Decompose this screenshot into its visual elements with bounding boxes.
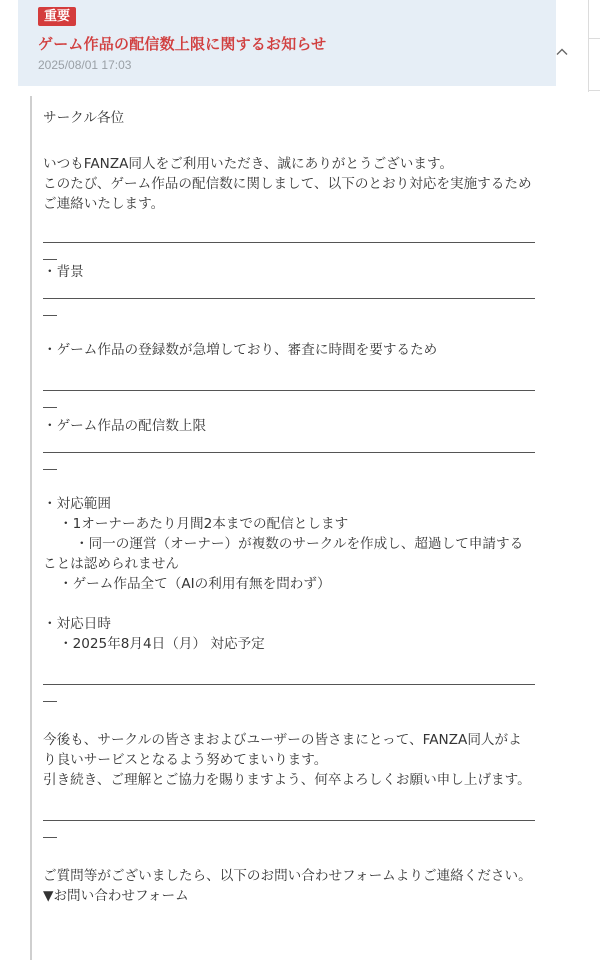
divider xyxy=(43,436,535,476)
notice-header[interactable] xyxy=(18,0,556,86)
side-panel-divider xyxy=(589,38,600,39)
date-heading: ・対応日時 xyxy=(43,616,111,632)
section-heading: ・背景 xyxy=(43,264,84,280)
contact-text: ご質問等がございましたら、以下のお問い合わせフォームよりご連絡ください。 xyxy=(43,868,532,884)
side-panel-divider xyxy=(589,90,600,91)
notice-title[interactable]: ゲーム作品の配信数上限に関するお知らせ xyxy=(38,35,327,53)
scope-item: ・1オーナーあたり月間2本までの配信とします xyxy=(59,516,349,532)
divider xyxy=(43,282,535,322)
contact-form-link[interactable]: ▼お問い合わせフォーム xyxy=(43,888,189,904)
scope-item: ・ゲーム作品全て（AIの利用有無を問わず） xyxy=(59,576,331,592)
divider xyxy=(43,226,535,266)
scope-heading: ・対応範囲 xyxy=(43,496,111,512)
divider xyxy=(43,804,535,844)
closing-text: 今後も、サークルの皆さまおよびユーザーの皆さまにとって、FANZA同人がより良いサービスとなるよう努めてまいります。 xyxy=(43,732,522,768)
section-heading: ・ゲーム作品の配信数上限 xyxy=(43,418,207,434)
divider xyxy=(43,668,535,708)
intro-line: このたび、ゲーム作品の配信数に関しまして、以下のとおり対応を実施するためご連絡いたします。 xyxy=(43,176,532,212)
greeting: サークル各位 xyxy=(43,110,125,126)
notice-date: 2025/08/01 17:03 xyxy=(38,58,132,72)
divider xyxy=(43,374,535,414)
important-badge: 重要 xyxy=(38,7,76,26)
side-panel-edge xyxy=(588,0,600,92)
closing-text: 引き続き、ご理解とご協力を賜りますよう、何卒よろしくお願い申し上げます。 xyxy=(43,772,531,788)
notice-body xyxy=(43,108,535,906)
chevron-up-icon[interactable] xyxy=(554,44,570,60)
intro-line: いつもFANZA同人をご利用いただき、誠にありがとうございます。 xyxy=(43,156,454,172)
scope-sub-item: ・同一の運営（オーナー）が複数のサークルを作成し、超過して申請することは認められません xyxy=(43,536,524,572)
background-text: ・ゲーム作品の登録数が急増しており、審査に時間を要するため xyxy=(43,342,438,358)
date-item: ・2025年8月4日（月） 対応予定 xyxy=(59,636,265,652)
